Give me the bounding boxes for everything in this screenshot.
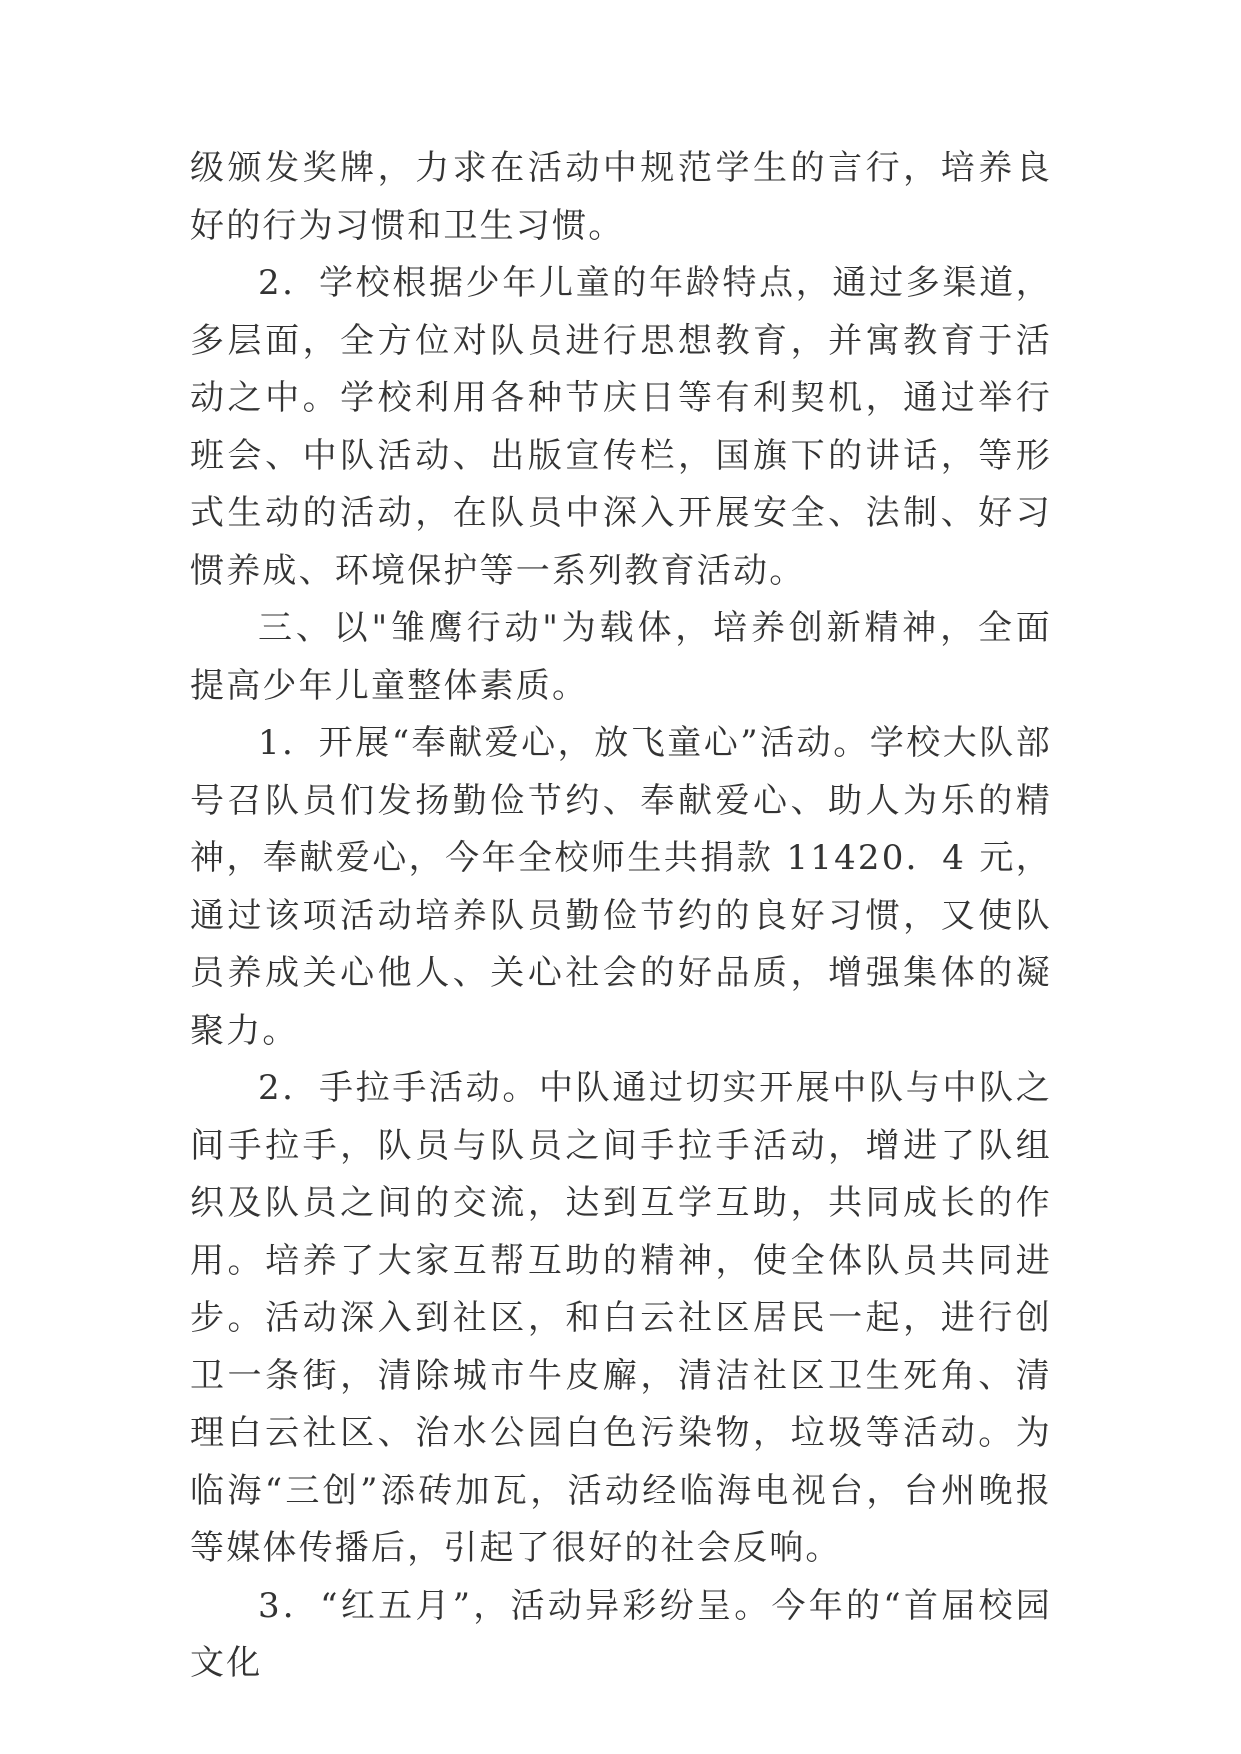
paragraph-donation-activity: 1．开展“奉献爱心，放飞童心”活动。学校大队部号召队员们发扬勤俭节约、奉献爱心、助人为乐的精神，奉献爱心，今年全校师生共捐款 11420．4 元，通过该项活动培养队员勤俭节约的良好习惯，又使队员养成关心他人、关心社会的好品质，增强集体的凝聚力。 [190,723,1052,1051]
paragraph-red-may: 3．“红五月”，活动异彩纷呈。今年的“首届校园文化 [190,1585,1052,1683]
paragraph-eagle-action-heading: 三、以"雏鹰行动"为载体，培养创新精神，全面提高少年儿童整体素质。 [190,608,1052,706]
document-page [190,140,1052,1693]
paragraph-award-habits: 级颁发奖牌，力求在活动中规范学生的言行，培养良好的行为习惯和卫生习惯。 [190,148,1052,246]
paragraph-ideological-education: 2．学校根据少年儿童的年龄特点，通过多渠道，多层面，全方位对队员进行思想教育，并寓教育于活动之中。学校利用各种节庆日等有利契机，通过举行班会、中队活动、出版宣传栏，国旗下的讲话，等形式生动的活动，在队员中深入开展安全、法制、好习惯养成、环境保护等一系列教育活动。 [190,263,1052,591]
paragraph-hand-in-hand-activity: 2．手拉手活动。中队通过切实开展中队与中队之间手拉手，队员与队员之间手拉手活动，增进了队组织及队员之间的交流，达到互学互助，共同成长的作用。培养了大家互帮互助的精神，使全体队员共同进步。活动深入到社区，和白云社区居民一起，进行创卫一条街，清除城市牛皮廨，清洁社区卫生死角、清理白云社区、治水公园白色污染物，垃圾等活动。为临海“三创”添砖加瓦，活动经临海电视台，台州晚报等媒体传播后，引起了很好的社会反响。 [190,1068,1052,1568]
